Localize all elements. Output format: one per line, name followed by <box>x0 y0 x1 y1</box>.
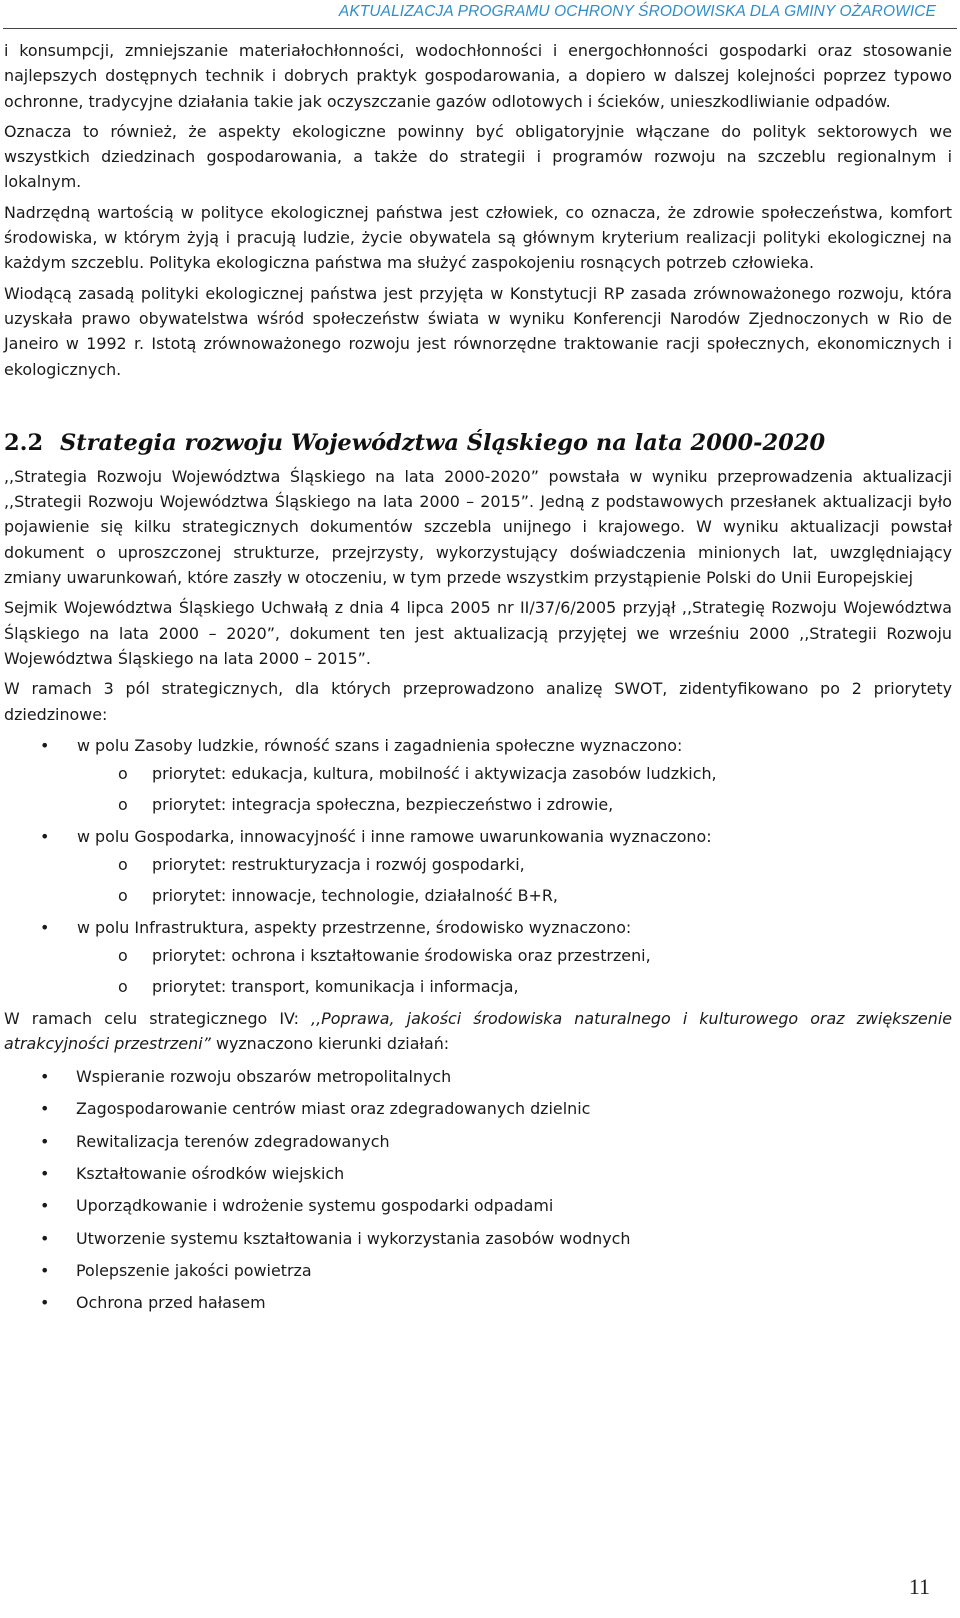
paragraph-strategy-adoption: Sejmik Województwa Śląskiego Uchwałą z dnia 4 lipca 2005 nr II/37/6/2005 przyjął ,,Strategię Rozwoju Województwa Śląskiego na lata 2000 – 2020”, dokument ten jest aktualizacją przyjętej we wrześniu 2000 ,,Strategii Rozwoju Województwa Śląskiego na lata 2000 – 2015”. <box>4 598 952 668</box>
strategic-fields-list <box>4 733 952 1000</box>
list-item <box>4 974 952 999</box>
priority-text: priorytet: innowacje, technologie, działalność B+R, <box>152 886 558 906</box>
bullet-icon: • <box>40 1196 50 1216</box>
list-item <box>4 733 952 818</box>
paragraph-sustainable-development: Wiodącą zasadą polityki ekologicznej państwa jest przyjęta w Konstytucji RP zasada zrównoważonego rozwoju, która uzyskała prawo obywatelstwa wśród społeczeństw świata w wyniku Konferencji Narodów Zjednoczonych w Rio de Janeiro w 1992 r. Istotą zrównoważonego rozwoju jest równorzędne traktowanie racji społecznych, ekonomicznych i ekologicznych. <box>4 283 952 379</box>
page-content <box>4 38 952 1322</box>
priority-text: priorytet: edukacja, kultura, mobilność i aktywizacja zasobów ludzkich, <box>152 764 717 784</box>
direction-text: Wspieranie rozwoju obszarów metropolitalnych <box>76 1067 452 1087</box>
field-label: w polu Infrastruktura, aspekty przestrzenne, środowisko wyznaczono: <box>77 917 632 937</box>
direction-text: Kształtowanie ośrodków wiejskich <box>76 1163 345 1183</box>
bullet-icon: • <box>40 1067 50 1087</box>
bullet-icon: • <box>40 735 50 755</box>
direction-text: Zagospodarowanie centrów miast oraz zdegradowanych dzielnic <box>76 1099 591 1119</box>
goal-suffix: wyznaczono kierunki działań: <box>210 1033 450 1053</box>
sub-bullet-icon: o <box>118 977 128 997</box>
bullet-icon: • <box>40 917 50 937</box>
list-item <box>4 824 952 909</box>
goal-quoted: ,,Poprawa, jakości środowiska naturalnego i kulturowego oraz zwiększenie atrakcyjności przestrzeni” <box>4 1008 953 1053</box>
list-item <box>4 1064 952 1089</box>
header-divider <box>3 28 957 29</box>
sub-bullet-icon: o <box>118 886 128 906</box>
list-item <box>4 1161 952 1186</box>
priority-text: priorytet: restrukturyzacja i rozwój gospodarki, <box>152 855 525 875</box>
list-item <box>4 943 952 968</box>
list-item <box>4 1096 952 1121</box>
bullet-icon: • <box>40 1293 50 1313</box>
paragraph-human-value: Nadrzędną wartością w polityce ekologicznej państwa jest człowiek, co oznacza, że zdrowie społeczeństwa, komfort środowiska, w którym żyją i pracują ludzie, życie obywatela są głównym kryterium realizacji polityki ekologicznej na każdym szczeblu. Polityka ekologiczna państwa ma służyć zaspokojeniu rosnących potrzeb człowieka. <box>4 202 952 273</box>
direction-text: Uporządkowanie i wdrożenie systemu gospodarki odpadami <box>76 1196 554 1216</box>
paragraph-continuation: i konsumpcji, zmniejszanie materiałochłonności, wodochłonności i energochłonności gospodarki oraz stosowanie najlepszych dostępnych technik i dobrych praktyk gospodarowania, a dopiero w dalszej kolejności poprzez typowo ochronne, tradycyjne działania takie jak oczyszczanie gazów odlotowych i ścieków, unieszkodliwianie odpadów. <box>4 41 952 111</box>
sub-bullet-icon: o <box>118 795 128 815</box>
direction-text: Ochrona przed hałasem <box>76 1293 266 1313</box>
bullet-icon: • <box>40 1228 50 1248</box>
direction-text: Rewitalizacja terenów zdegradowanych <box>76 1131 390 1151</box>
priorities-list <box>77 943 952 1000</box>
list-item <box>4 792 952 817</box>
priority-text: priorytet: ochrona i kształtowanie środowiska oraz przestrzeni, <box>152 945 651 965</box>
priority-text: priorytet: integracja społeczna, bezpieczeństwo i zdrowie, <box>152 795 614 815</box>
paragraph-sectoral-policies: Oznacza to również, że aspekty ekologiczne powinny być obligatoryjnie włączane do polityk sektorowych we wszystkich dziedzinach gospodarowania, a także do strategii i programów rozwoju na szczeblu regionalnym i lokalnym. <box>4 121 952 192</box>
paragraph-goal-intro <box>4 1006 952 1057</box>
direction-text: Polepszenie jakości powietrza <box>76 1260 312 1280</box>
list-item <box>4 1193 952 1218</box>
field-label: w polu Zasoby ludzkie, równość szans i zagadnienia społeczne wyznaczono: <box>77 735 683 755</box>
paragraph-strategy-origin: ,,Strategia Rozwoju Województwa Śląskiego na lata 2000-2020” powstała w wyniku przeprowadzenia aktualizacji ,,Strategii Rozwoju Województwa Śląskiego na lata 2000 – 2015”. Jedną z podstawowych przesłanek aktualizacji było pojawienie się kilku strategicznych dokumentów szczebla unijnego i krajowego. W wyniku aktualizacji powstał dokument o uproszczonej strukturze, przejrzysty, wykorzystujący doświadczenia minionych lat, uwzględniający zmiany uwarunkowań, które zaszły w otoczeniu, w tym przede wszystkim przystąpienie Polski do Unii Europejskiej <box>4 466 952 588</box>
bullet-icon: • <box>40 826 50 846</box>
bullet-icon: • <box>40 1163 50 1183</box>
list-item <box>4 1226 952 1251</box>
list-item <box>4 761 952 786</box>
sub-bullet-icon: o <box>118 764 128 784</box>
paragraph-swot-intro: W ramach 3 pól strategicznych, dla których przeprowadzono analizę SWOT, zidentyfikowano po 2 priorytety dziedzinowe: <box>4 679 952 724</box>
section-number: 2.2 <box>4 429 44 456</box>
list-item <box>4 883 952 908</box>
list-item <box>4 1129 952 1154</box>
bullet-icon: • <box>40 1131 50 1151</box>
list-item <box>4 1258 952 1283</box>
section-title: Strategia rozwoju Województwa Śląskiego na lata 2000-2020 <box>60 429 826 456</box>
directions-list <box>4 1064 952 1315</box>
running-header: AKTUALIZACJA PROGRAMU OCHRONY ŚRODOWISKA DLA GMINY OŻAROWICE <box>338 3 936 20</box>
goal-prefix: W ramach celu strategicznego IV: <box>4 1008 312 1028</box>
direction-text: Utworzenie systemu kształtowania i wykorzystania zasobów wodnych <box>76 1228 631 1248</box>
priority-text: priorytet: transport, komunikacja i informacja, <box>152 977 519 997</box>
bullet-icon: • <box>40 1099 50 1119</box>
page-number: 11 <box>908 1574 930 1599</box>
sub-bullet-icon: o <box>118 855 128 875</box>
priorities-list <box>77 852 952 909</box>
section-heading <box>4 428 952 458</box>
field-label: w polu Gospodarka, innowacyjność i inne ramowe uwarunkowania wyznaczono: <box>77 826 712 846</box>
sub-bullet-icon: o <box>118 945 128 965</box>
priorities-list <box>77 761 952 818</box>
list-item <box>4 915 952 1000</box>
bullet-icon: • <box>40 1260 50 1280</box>
list-item <box>4 852 952 877</box>
list-item <box>4 1290 952 1315</box>
